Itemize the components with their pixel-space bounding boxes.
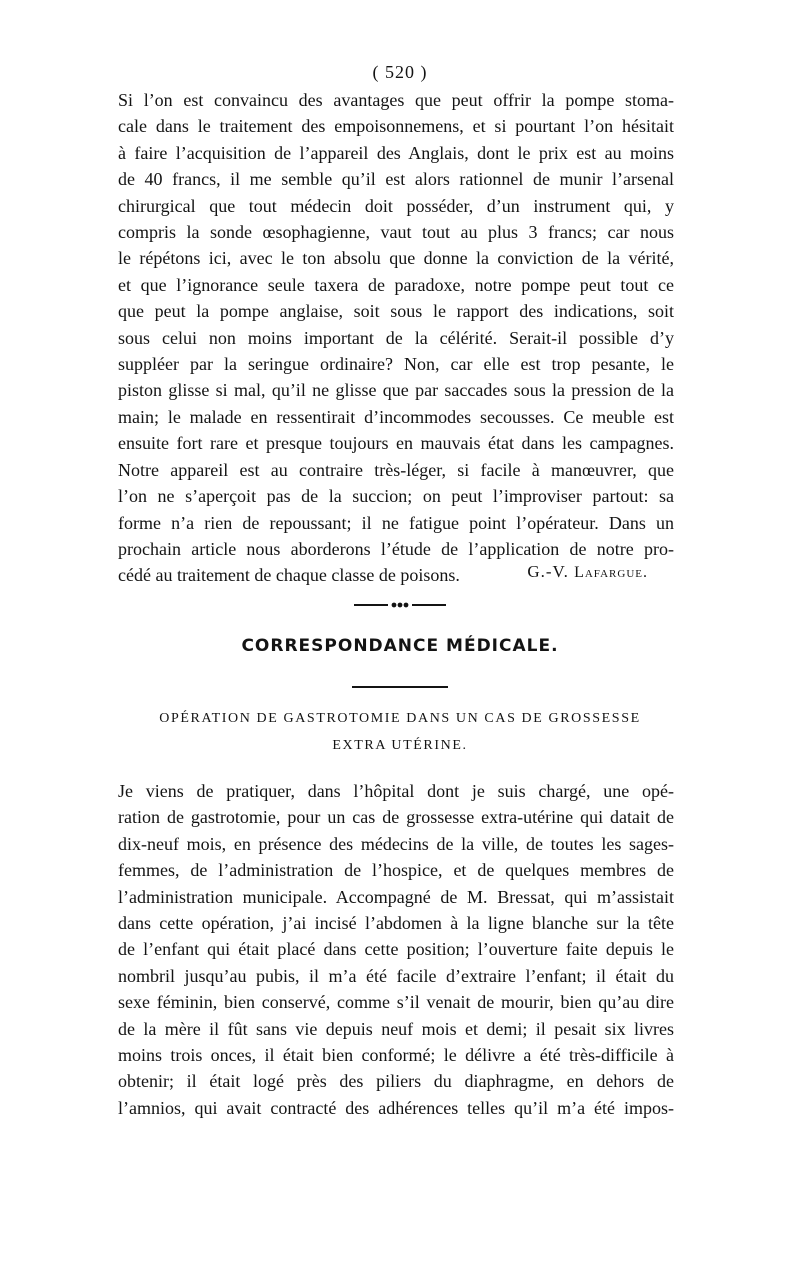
text-line: l’on ne s’aperçoit pas de la succion; on peut l’improviser partout: sa — [118, 486, 674, 507]
text-line: cédé au traitement de chaque classe de poisons. — [118, 565, 460, 586]
text-line: main; le malade en ressentirait d’incommodes secousses. Ce meuble est — [118, 406, 674, 427]
text-line: ensuite fort rare et presque toujours en mauvais état dans les campagnes. — [118, 433, 674, 454]
text-line: nombril jusqu’au pubis, il m’a été facile d’extraire l’enfant; il était du — [118, 965, 674, 986]
article-title-line-1: OPÉRATION DE GASTROTOMIE DANS UN CAS DE GROSSESSE — [159, 711, 641, 726]
text-line: l’amnios, qui avait contracté des adhérences telles qu’il m’a été impos- — [118, 1097, 674, 1118]
text-line: de l’enfant qui était placé dans cette position; l’ouverture faite depuis le — [118, 939, 674, 960]
text-line: dans cette opération, j’ai incisé l’abdomen à la ligne blanche sur la tête — [118, 913, 674, 934]
section-ornament — [352, 601, 448, 609]
text-line: de la mère il fût sans vie depuis neuf mois et demi; il pesait six livres — [118, 1018, 674, 1039]
text-line: cale dans le traitement des empoisonnemens, et si pourtant l’on hésitait — [118, 116, 674, 137]
text-line: forme n’a rien de repoussant; il ne fatigue point l’opérateur. Dans un — [118, 512, 674, 533]
text-line: à faire l’acquisition de l’appareil des Anglais, dont le prix est au moins — [118, 142, 674, 163]
heading-rule — [352, 686, 448, 688]
text-line: sexe féminin, bien conservé, comme s’il venait de mourir, bien qu’au dire — [118, 992, 674, 1013]
paragraph-gastrotomie — [118, 778, 674, 1121]
paragraph-pompe-stomacale — [118, 87, 674, 589]
text-line: obtenir; il était logé près des piliers du diaphragme, en dehors de — [118, 1071, 674, 1092]
text-line: que peut la pompe anglaise, soit sous le rapport des indications, soit — [118, 301, 674, 322]
text-line: chirurgical que tout médecin doit posséder, d’un instrument qui, y — [118, 195, 674, 216]
text-line: femmes, de l’administration de l’hospice, et de quelques membres de — [118, 860, 674, 881]
section-heading: CORRESPONDANCE MÉDICALE. — [241, 636, 559, 656]
text-line: suppléer par la seringue ordinaire? Non, car elle est trop pesante, le — [118, 354, 674, 375]
article-title-line-2: EXTRA UTÉRINE. — [332, 738, 468, 753]
author-surname: Lafargue. — [574, 564, 648, 581]
text-line: sous celui non moins important de la célérité. Serait-il possible d’y — [118, 327, 674, 348]
page-number: ( 520 ) — [372, 62, 428, 82]
text-line: le répétons ici, avec le ton absolu que donne la conviction de la vérité, — [118, 248, 674, 269]
text-line: ration de gastrotomie, pour un cas de grossesse extra-utérine qui datait de — [118, 807, 674, 828]
text-line: dix-neuf mois, en présence des médecins de la ville, de toutes les sages- — [118, 833, 674, 854]
author-initials: G.-V. — [527, 562, 569, 581]
text-line: compris la sonde œsophagienne, vaut tout au plus 3 francs; car nous — [118, 222, 674, 243]
text-line: Si l’on est convaincu des avantages que peut offrir la pompe stoma- — [118, 90, 674, 110]
text-line: Je viens de pratiquer, dans l’hôpital dont je suis chargé, une opé- — [118, 781, 674, 801]
text-line: de 40 francs, il me semble qu’il est alors rationnel de munir l’arsenal — [118, 169, 674, 190]
text-line: l’administration municipale. Accompagné de M. Bressat, qui m’assistait — [118, 886, 674, 907]
author-signature — [527, 562, 648, 582]
text-line: moins trois onces, il était bien conformé; le délivre a été très-difficile à — [118, 1045, 674, 1066]
text-line: piston glisse si mal, qu’il ne glisse que par saccades sous la pression de la — [118, 380, 674, 401]
text-line: prochain article nous aborderons l’étude de l’application de notre pro- — [118, 538, 674, 559]
text-line: Notre appareil est au contraire très-léger, si facile à manœuvrer, que — [118, 459, 674, 480]
text-line: et que l’ignorance seule taxera de paradoxe, notre pompe peut tout ce — [118, 274, 674, 295]
